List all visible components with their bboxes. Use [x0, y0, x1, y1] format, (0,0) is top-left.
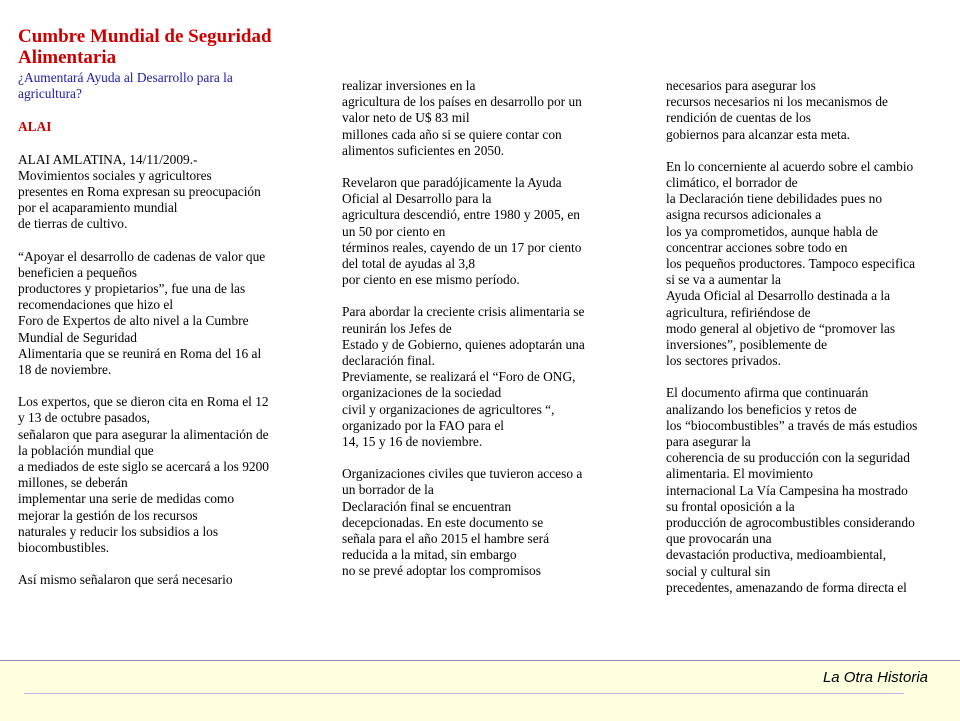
- article-title: [18, 26, 298, 68]
- paragraph-line: millones cada año si se quiere contar con: [342, 126, 562, 142]
- column-body: [666, 78, 946, 596]
- paragraph-line: Así mismo señalaron que será necesario: [18, 572, 233, 588]
- paragraph-line: Revelaron que paradójicamente la Ayuda: [342, 175, 562, 191]
- paragraph-line: Mundial de Seguridad: [18, 329, 138, 345]
- article-source: ALAI: [18, 119, 52, 135]
- paragraph-line: los pequeños productores. Tampoco especifica: [666, 256, 916, 272]
- paragraph-line: que provocarán una: [666, 531, 772, 547]
- article-paragraph: [342, 78, 617, 159]
- paragraph-line: Estado y de Gobierno, quienes adoptarán una: [342, 336, 585, 352]
- article-subtitle: [18, 70, 298, 102]
- paragraph-line: recomendaciones que hizo el: [18, 297, 174, 313]
- paragraph-line: por el acaparamiento mundial: [18, 200, 178, 216]
- slide-footer: [0, 660, 960, 721]
- paragraph-line: organizado por la FAO para el: [342, 417, 504, 433]
- paragraph-line: Declaración final se encuentran: [342, 498, 512, 514]
- paragraph-line: millones, se deberán: [18, 475, 128, 491]
- article-column-2: [342, 78, 617, 596]
- paragraph-line: Los expertos, que se dieron cita en Roma el 12: [18, 394, 269, 410]
- paragraph-line: señalaron que para asegurar la alimentación de: [18, 426, 269, 442]
- paragraph-line: naturales y reducir los subsidios a los: [18, 523, 219, 539]
- paragraph-line: Movimientos sociales y agricultores: [18, 167, 212, 183]
- paragraph-line: Organizaciones civiles que tuvieron acceso a: [342, 466, 583, 482]
- paragraph-line: producción de agrocombustibles considerando: [666, 515, 915, 531]
- paragraph-line: devastación productiva, medioambiental,: [666, 547, 887, 563]
- paragraph-line: reducida a la mitad, sin embargo: [342, 547, 517, 563]
- paragraph-line: si se va a aumentar la: [666, 272, 781, 288]
- article-column-3: [666, 78, 946, 612]
- paragraph-line: un borrador de la: [342, 482, 434, 498]
- paragraph-line: un 50 por ciento en: [342, 223, 446, 239]
- subtitle-line: ¿Aumentará Ayuda al Desarrollo para la: [18, 70, 233, 85]
- paragraph-line: 18 de noviembre.: [18, 362, 112, 378]
- paragraph-line: no se prevé adoptar los compromisos: [342, 563, 541, 579]
- footer-divider: [24, 693, 904, 694]
- paragraph-line: mejorar la gestión de los recursos: [18, 507, 198, 523]
- article-column-1: [18, 26, 298, 604]
- paragraph-line: reunirán los Jefes de: [342, 320, 452, 336]
- paragraph-line: señala para el año 2015 el hambre será: [342, 531, 550, 547]
- paragraph-line: agricultura descendió, entre 1980 y 2005, en: [342, 207, 580, 223]
- paragraph-line: necesarios para asegurar los: [666, 78, 816, 93]
- article-paragraph: [342, 466, 617, 579]
- footer-label: La Otra Historia: [822, 669, 928, 686]
- paragraph-line: 14, 15 y 16 de noviembre.: [342, 434, 483, 450]
- paragraph-line: En lo concerniente al acuerdo sobre el cambio: [666, 158, 914, 174]
- paragraph-line: alimentos suficientes en 2050.: [342, 142, 505, 158]
- paragraph-line: Para abordar la creciente crisis alimentaria se: [342, 304, 585, 320]
- paragraph-line: Ayuda Oficial al Desarrollo destinada a la: [666, 288, 891, 304]
- article-paragraph: [18, 572, 298, 588]
- paragraph-line: del total de ayudas al 3,8: [342, 256, 476, 272]
- paragraph-line: términos reales, cayendo de un 17 por ciento: [342, 239, 582, 255]
- paragraph-line: por ciento en ese mismo período.: [342, 272, 520, 288]
- article-paragraph: [666, 78, 946, 143]
- paragraph-line: alimentaria. El movimiento: [666, 466, 813, 482]
- paragraph-line: decepcionadas. En este documento se: [342, 514, 544, 530]
- paragraph-line: ALAI AMLATINA, 14/11/2009.-: [18, 151, 198, 167]
- column-body: [18, 152, 298, 589]
- paragraph-line: valor neto de U$ 83 mil: [342, 110, 470, 126]
- paragraph-line: beneficien a pequeños: [18, 264, 137, 280]
- paragraph-line: civil y organizaciones de agricultores “,: [342, 401, 555, 417]
- paragraph-line: organizaciones de la sociedad: [342, 385, 502, 401]
- paragraph-line: y 13 de octubre pasados,: [18, 410, 151, 426]
- paragraph-line: a mediados de este siglo se acercará a los 9200: [18, 459, 269, 475]
- paragraph-line: El documento afirma que continuarán: [666, 385, 869, 401]
- paragraph-line: presentes en Roma expresan su preocupación: [18, 184, 261, 200]
- article-paragraph: [666, 385, 946, 596]
- title-line: Cumbre Mundial de Seguridad: [18, 26, 272, 47]
- paragraph-line: internacional La Vía Campesina ha mostrado: [666, 482, 908, 498]
- paragraph-line: Oficial al Desarrollo para la: [342, 191, 492, 207]
- paragraph-line: social y cultural sin: [666, 563, 771, 579]
- paragraph-line: gobiernos para alcanzar esta meta.: [666, 126, 851, 142]
- column-body: [342, 78, 617, 580]
- paragraph-line: coherencia de su producción con la seguridad: [666, 450, 910, 466]
- paragraph-line: analizando los beneficios y retos de: [666, 401, 857, 417]
- paragraph-line: biocombustibles.: [18, 540, 110, 556]
- paragraph-line: declaración final.: [342, 353, 435, 369]
- paragraph-line: agricultura de los países en desarrollo por un: [342, 94, 582, 110]
- paragraph-line: modo general al objetivo de “promover las: [666, 320, 896, 336]
- paragraph-line: su frontal oposición a la: [666, 498, 795, 514]
- article-paragraph: [18, 249, 298, 379]
- paragraph-line: los ya comprometidos, aunque habla de: [666, 223, 878, 239]
- paragraph-line: de tierras de cultivo.: [18, 216, 128, 232]
- paragraph-line: implementar una serie de medidas como: [18, 491, 235, 507]
- paragraph-line: los sectores privados.: [666, 353, 781, 369]
- paragraph-line: agricultura, refiriéndose de: [666, 304, 811, 320]
- paragraph-line: Previamente, se realizará el “Foro de ONG,: [342, 369, 576, 385]
- article-paragraph: [666, 159, 946, 370]
- paragraph-line: productores y propietarios”, fue una de las: [18, 281, 246, 297]
- paragraph-line: concentrar acciones sobre todo en: [666, 239, 848, 255]
- article-paragraph: [342, 175, 617, 288]
- paragraph-line: inversiones”, posiblemente de: [666, 337, 828, 353]
- paragraph-line: “Apoyar el desarrollo de cadenas de valor que: [18, 248, 266, 264]
- article-paragraph: [18, 152, 298, 233]
- paragraph-line: la Declaración tiene debilidades pues no: [666, 191, 883, 207]
- subtitle-line: agricultura?: [18, 86, 82, 102]
- paragraph-line: para asegurar la: [666, 434, 751, 450]
- article-paragraph: [18, 394, 298, 556]
- paragraph-line: Foro de Expertos de alto nivel a la Cumbre: [18, 313, 249, 329]
- paragraph-line: realizar inversiones en la: [342, 78, 476, 93]
- paragraph-line: asigna recursos adicionales a: [666, 207, 822, 223]
- paragraph-line: la población mundial que: [18, 442, 154, 458]
- paragraph-line: recursos necesarios ni los mecanismos de: [666, 94, 888, 110]
- paragraph-line: Alimentaria que se reunirá en Roma del 16 al: [18, 345, 262, 361]
- paragraph-line: climático, el borrador de: [666, 175, 798, 191]
- paragraph-line: rendición de cuentas de los: [666, 110, 812, 126]
- paragraph-line: los “biocombustibles” a través de más estudios: [666, 417, 918, 433]
- title-line: Alimentaria: [18, 47, 117, 68]
- article-paragraph: [342, 304, 617, 450]
- paragraph-line: precedentes, amenazando de forma directa el: [666, 579, 907, 595]
